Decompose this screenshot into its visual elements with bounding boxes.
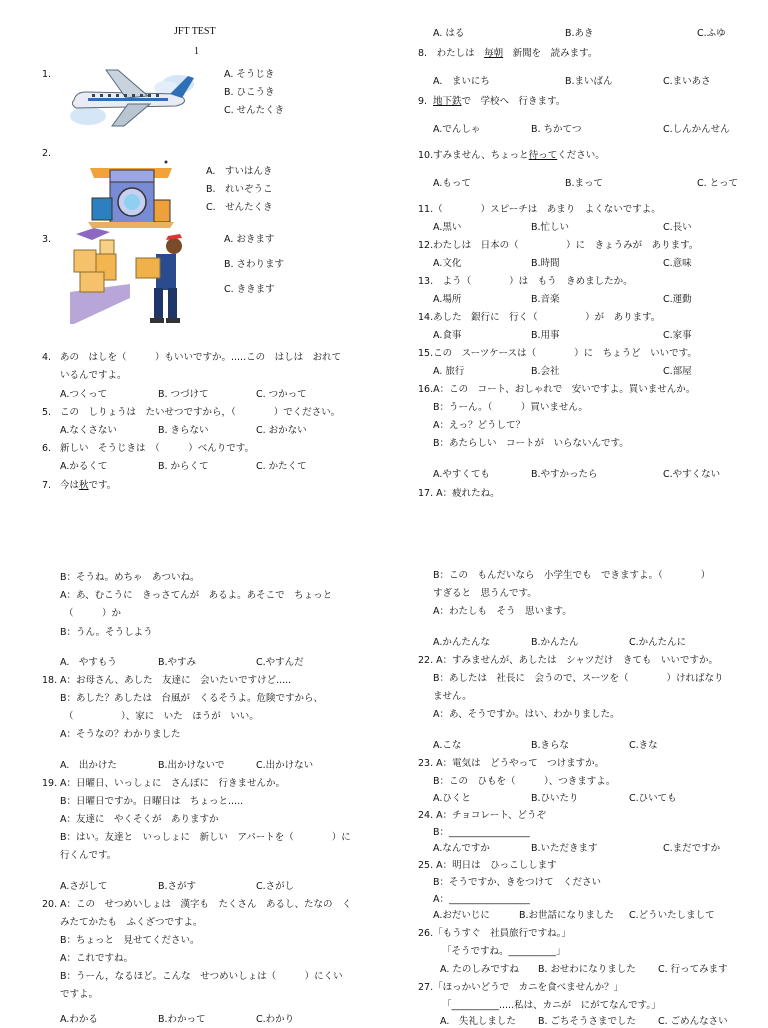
option-c[interactable]: C.かんたんに bbox=[629, 637, 687, 648]
page-title: JFT TEST bbox=[174, 26, 216, 37]
option-a[interactable]: A.さがして bbox=[60, 881, 108, 892]
question-text: 11.（ ）スピーチは あまり よくないですよ。 bbox=[418, 204, 661, 215]
question-number: 9. bbox=[418, 96, 428, 107]
dialogue-line: （ ）か bbox=[64, 608, 122, 619]
option-c[interactable]: C.ふゆ bbox=[697, 28, 726, 39]
option-b[interactable]: B.時間 bbox=[531, 258, 560, 269]
option-a[interactable]: A.こな bbox=[433, 740, 462, 751]
dialogue-line: B：うーん，なるほど。こんな せつめいしょは（ ）にくい bbox=[60, 971, 343, 982]
dialogue-line: B：はい。友達と いっしょに 新しい アパートを（ ）に bbox=[60, 832, 351, 843]
answer-blank[interactable]: A：_________________ bbox=[433, 894, 530, 905]
dialogue-line: 「__________.....私は、カニが にがてなんです。」 bbox=[442, 1000, 661, 1011]
dialogue-line: 行くんです。 bbox=[60, 850, 117, 861]
option-a[interactable]: A.なくさない bbox=[60, 425, 117, 436]
option-b[interactable]: B.あき bbox=[565, 28, 594, 39]
option-a[interactable]: A.文化 bbox=[433, 258, 462, 269]
option-a[interactable]: A.かるくて bbox=[60, 461, 108, 472]
option-c[interactable]: C.家事 bbox=[663, 330, 692, 341]
option-b[interactable]: B.さがす bbox=[158, 881, 197, 892]
dialogue-line: 27.「ほっかいどうで カニを食べませんか？」 bbox=[418, 982, 624, 993]
option-c[interactable]: C. せんたくき bbox=[206, 202, 273, 213]
option-a[interactable]: A.もって bbox=[433, 178, 471, 189]
answer-blank[interactable]: B：_________________ bbox=[433, 827, 530, 838]
question-number: 20. bbox=[42, 899, 58, 910]
option-b[interactable]: B.かんたん bbox=[531, 637, 579, 648]
option-a[interactable]: A. まいにち bbox=[433, 76, 490, 87]
option-a[interactable]: A.つくって bbox=[60, 389, 108, 400]
delivery-worker-image bbox=[70, 228, 182, 326]
option-b[interactable]: B. れいぞうこ bbox=[206, 184, 273, 195]
option-a[interactable]: A.おだいじに bbox=[433, 910, 490, 921]
question-text: 17. A：疲れたね。 bbox=[418, 488, 500, 499]
question-text: あの はしを（ ）もいいですか。.....この はしは おれて bbox=[60, 352, 342, 363]
dialogue-line: B：あたらしい コートが いらないんです。 bbox=[433, 438, 629, 449]
option-c[interactable]: C.長い bbox=[663, 222, 692, 233]
dialogue-line: B：この もんだいなら 小学生でも できますよ。（ ） bbox=[433, 570, 711, 581]
option-c[interactable]: C. かたくて bbox=[256, 461, 307, 472]
option-c[interactable]: C.運動 bbox=[663, 294, 692, 305]
option-c[interactable]: C.やすんだ bbox=[256, 657, 304, 668]
option-c[interactable]: C. ごめんなさい bbox=[658, 1016, 728, 1027]
question-text: 13. よう（ ）は もう きめましたか。 bbox=[418, 276, 633, 287]
dialogue-line: すぎると 思うんです。 bbox=[433, 588, 537, 599]
option-b[interactable]: B. ごちそうさまでした bbox=[538, 1016, 637, 1027]
question-number: 2. bbox=[42, 148, 52, 159]
dialogue-line: みたてかたも ふくざつですよ。 bbox=[60, 917, 203, 928]
dialogue-line: A：わたしも そう 思います。 bbox=[433, 606, 572, 617]
option-b[interactable]: B.やすみ bbox=[158, 657, 197, 668]
question-number: 4. bbox=[42, 352, 52, 363]
question-text: この しりょうは たいせつですから，（ ）でください。 bbox=[60, 407, 341, 418]
option-a[interactable]: A. はる bbox=[433, 28, 465, 39]
option-a[interactable]: A. やすもう bbox=[60, 657, 117, 668]
option-b[interactable]: B.ひいたり bbox=[531, 793, 579, 804]
option-c[interactable]: C.わかり bbox=[256, 1014, 295, 1025]
option-a[interactable]: A.かんたんな bbox=[433, 637, 490, 648]
option-c[interactable]: C. つかって bbox=[256, 389, 307, 400]
option-b[interactable]: B. きらない bbox=[158, 425, 209, 436]
question-text: 10.すみません、ちょっと待ってください。 bbox=[418, 150, 605, 161]
dialogue-line: 24. A：チョコレート、どうぞ bbox=[418, 810, 546, 821]
question-number: 19. bbox=[42, 778, 58, 789]
option-b[interactable]: B.きらな bbox=[531, 740, 570, 751]
option-b[interactable]: B.忙しい bbox=[531, 222, 570, 233]
option-b[interactable]: B. さわります bbox=[224, 259, 285, 270]
question-number: 6. bbox=[42, 443, 52, 454]
dialogue-line: B：あしたは 社長に 会うので、スーツを（ ）ければなり bbox=[433, 673, 724, 684]
option-c[interactable]: C.まいあさ bbox=[663, 76, 711, 87]
dialogue-line: B：日曜日ですか。日曜日は ちょっと..... bbox=[60, 796, 244, 807]
dialogue-line: B：そうね。めちゃ あついね。 bbox=[60, 572, 200, 583]
option-c[interactable]: C.さがし bbox=[256, 881, 295, 892]
option-b[interactable]: B. おせわになりました bbox=[538, 964, 636, 975]
option-c[interactable]: C.出かけない bbox=[256, 760, 314, 771]
option-c[interactable]: C. せんたくき bbox=[224, 105, 285, 116]
dialogue-line: A：日曜日、いっしょに さんぽに 行きませんか。 bbox=[60, 778, 285, 789]
option-c[interactable]: C. ききます bbox=[224, 284, 275, 295]
option-b[interactable]: B. ひこうき bbox=[224, 87, 275, 98]
dialogue-line: B：うん。そうしよう bbox=[60, 627, 153, 638]
dialogue-line: B：この ひもを（ ）、つきますよ。 bbox=[433, 776, 616, 787]
dialogue-line: 22. A：すみませんが、あしたは シャツだけ きても いいですか。 bbox=[418, 655, 718, 666]
option-a[interactable]: A. おきます bbox=[224, 234, 275, 245]
option-a[interactable]: A. 出かけた bbox=[60, 760, 117, 771]
option-b[interactable]: B.いただきます bbox=[531, 843, 598, 854]
washing-machine-image bbox=[88, 158, 174, 228]
question-number: 3. bbox=[42, 234, 52, 245]
dialogue-line: A：えっ？どうして？ bbox=[433, 420, 525, 431]
option-b[interactable]: B.出かけないで bbox=[158, 760, 225, 771]
option-b[interactable]: B.用事 bbox=[531, 330, 560, 341]
option-a[interactable]: A.黒い bbox=[433, 222, 462, 233]
option-b[interactable]: B.まって bbox=[565, 178, 604, 189]
question-text: いるんですよ。 bbox=[60, 370, 127, 381]
question-number: 7. bbox=[42, 480, 52, 491]
option-c[interactable]: C.しんかんせん bbox=[663, 124, 730, 135]
dialogue-line: 16.A：この コート、おしゃれで 安いですよ。買いませんか。 bbox=[418, 384, 696, 395]
dialogue-line: 「そうですね。__________」 bbox=[442, 946, 566, 957]
option-b[interactable]: B.わかって bbox=[158, 1014, 206, 1025]
question-text: 15.この スーツケースは（ ）に ちょうど いいです。 bbox=[418, 348, 697, 359]
question-text: 地下鉄で 学校へ 行きます。 bbox=[433, 96, 566, 107]
option-a[interactable]: A.ひくと bbox=[433, 793, 471, 804]
dialogue-line: A：友達に やくそくが ありますか bbox=[60, 814, 219, 825]
option-a[interactable]: A. 旅行 bbox=[433, 366, 465, 377]
option-a[interactable]: A. たのしみですね bbox=[440, 964, 519, 975]
question-text: 12.わたしは 日本の（ ）に きょうみが あります。 bbox=[418, 240, 699, 251]
option-c[interactable]: C.部屋 bbox=[663, 366, 692, 377]
dialogue-line: ですよ。 bbox=[60, 989, 99, 1000]
dialogue-line: （ ）、家に いた ほうが いい。 bbox=[64, 711, 259, 722]
option-b[interactable]: B.音楽 bbox=[531, 294, 560, 305]
dialogue-line: B：そうですか、きをつけて ください bbox=[433, 877, 602, 888]
dialogue-line: A：これですね。 bbox=[60, 953, 133, 964]
airplane-image bbox=[66, 62, 198, 132]
option-c[interactable]: C. とって bbox=[697, 178, 738, 189]
question-text: 8. わたしは 毎朝 新聞を 読みます。 bbox=[418, 48, 598, 59]
option-a[interactable]: A. そうじき bbox=[224, 69, 275, 80]
option-a[interactable]: A.やすくても bbox=[433, 469, 490, 480]
dialogue-line: A：お母さん、あした 友達に 会いたいですけど..... bbox=[60, 675, 292, 686]
dialogue-line: ません。 bbox=[433, 691, 472, 702]
option-a[interactable]: A.でんしゃ bbox=[433, 124, 481, 135]
dialogue-line: A：そうなの？わかりました bbox=[60, 729, 181, 740]
option-b[interactable]: B. つづけて bbox=[158, 389, 209, 400]
option-c[interactable]: C.どういたしまして bbox=[629, 910, 715, 921]
option-c[interactable]: C.ひいても bbox=[629, 793, 677, 804]
question-number: 5. bbox=[42, 407, 52, 418]
dialogue-line: B：ちょっと 見せてください。 bbox=[60, 935, 200, 946]
dialogue-line: B：あした？あしたは 台風が くるそうよ。危険ですから、 bbox=[60, 693, 324, 704]
option-a[interactable]: A.わかる bbox=[60, 1014, 98, 1025]
question-text: 今は秋です。 bbox=[60, 480, 117, 491]
option-b[interactable]: B. ちかてつ bbox=[531, 124, 582, 135]
dialogue-line: 25. A：明日は ひっこしします bbox=[418, 860, 557, 871]
option-a[interactable]: A. すいはんき bbox=[206, 166, 273, 177]
option-a[interactable]: A.食事 bbox=[433, 330, 462, 341]
question-number: 18. bbox=[42, 675, 58, 686]
option-b[interactable]: B.会社 bbox=[531, 366, 560, 377]
question-text: 新しい そうじきは （ ）べんりです。 bbox=[60, 443, 254, 454]
option-b[interactable]: B.まいばん bbox=[565, 76, 613, 87]
dialogue-line: A：あ、そうですか。はい、わかりました。 bbox=[433, 709, 620, 720]
dialogue-line: 23. A：電気は どうやって つけますか。 bbox=[418, 758, 605, 769]
option-c[interactable]: C.意味 bbox=[663, 258, 692, 269]
question-text: 14.あした 銀行に 行く（ ）が あります。 bbox=[418, 312, 661, 323]
option-c[interactable]: C.まだですか bbox=[663, 843, 721, 854]
dialogue-line: A：あ、むこうに きっさてんが あるよ。あそこで ちょっと bbox=[60, 590, 333, 601]
option-b[interactable]: B.お世話になりました bbox=[519, 910, 615, 921]
page-number: 1 bbox=[194, 46, 199, 57]
option-c[interactable]: C.きな bbox=[629, 740, 658, 751]
option-c[interactable]: C.やすくない bbox=[663, 469, 721, 480]
option-c[interactable]: C. おかない bbox=[256, 425, 307, 436]
option-c[interactable]: C. 行ってみます bbox=[658, 964, 728, 975]
option-a[interactable]: A.なんですか bbox=[433, 843, 490, 854]
dialogue-line: 26.「もうすぐ 社員旅行ですね。」 bbox=[418, 928, 571, 939]
option-b[interactable]: B.やすかったら bbox=[531, 469, 598, 480]
option-a[interactable]: A.場所 bbox=[433, 294, 462, 305]
dialogue-line: B：うーん。（ ）買いません。 bbox=[433, 402, 588, 413]
option-b[interactable]: B. からくて bbox=[158, 461, 209, 472]
question-number: 1. bbox=[42, 69, 52, 80]
option-a[interactable]: A. 失礼しました bbox=[440, 1016, 516, 1027]
dialogue-line: A：この せつめいしょは 漢字も たくさん あるし、たなの く bbox=[60, 899, 352, 910]
